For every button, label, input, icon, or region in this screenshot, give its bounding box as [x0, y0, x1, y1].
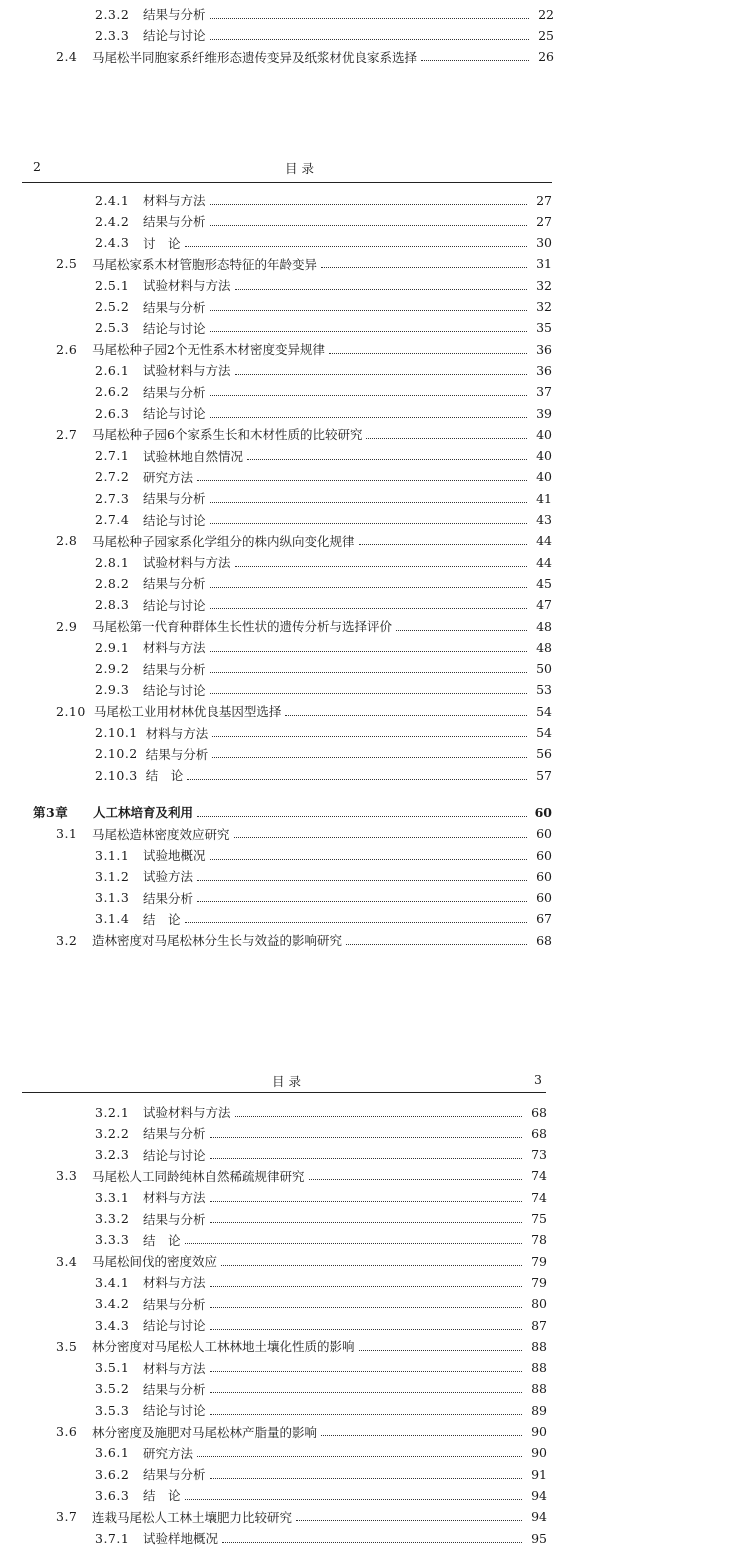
toc-entry-page: 88 — [531, 1360, 547, 1376]
dot-leader — [185, 246, 527, 247]
toc-entry-title: 材料与方法 — [145, 725, 209, 741]
running-header-title: 目 录 — [285, 161, 314, 176]
toc-entry-title: 结论与讨论 — [143, 512, 206, 528]
toc-entry-page: 32 — [536, 277, 552, 293]
toc-entry-title: 材料与方法 — [143, 1190, 206, 1206]
toc-subsection-entry[interactable] — [95, 1123, 547, 1143]
toc-entry-number: 2.9.3 — [95, 682, 130, 698]
toc-entry-page: 50 — [536, 661, 552, 677]
toc-subsection-entry[interactable] — [95, 233, 552, 253]
toc-subsection-entry[interactable] — [95, 1102, 547, 1122]
dot-leader — [210, 1371, 522, 1372]
toc-entry-page: 74 — [531, 1189, 547, 1205]
dot-leader — [235, 289, 527, 290]
dot-leader — [210, 1137, 522, 1138]
toc-subsection-entry[interactable] — [95, 467, 552, 487]
toc-entry-page: 67 — [536, 911, 552, 927]
toc-subsection-entry[interactable] — [95, 1379, 547, 1399]
toc-entry-number: 2.6.3 — [95, 405, 130, 421]
toc-subsection-entry[interactable] — [95, 446, 552, 466]
toc-entry-page: 75 — [531, 1211, 547, 1226]
toc-entry-title: 结果与分析 — [143, 1381, 206, 1397]
toc-entry-title: 结论与讨论 — [143, 682, 206, 698]
toc-entry-title: 结 论 — [145, 768, 184, 784]
dot-leader — [247, 459, 527, 460]
toc-entry-title: 林分密度及施肥对马尾松林产脂量的影响 — [92, 1424, 318, 1440]
toc-entry-number: 2.7.1 — [95, 448, 130, 464]
dot-leader — [210, 1478, 522, 1479]
dot-leader — [321, 1435, 522, 1436]
toc-entry-page: 57 — [536, 767, 552, 783]
dot-leader — [210, 204, 527, 205]
toc-page-3 — [0, 1068, 750, 1546]
toc-section-entry[interactable] — [56, 1336, 547, 1356]
toc-entry-title: 结论与讨论 — [143, 320, 206, 336]
toc-entry-title: 结论与讨论 — [143, 406, 206, 421]
toc-entry-number: 3.5.3 — [95, 1402, 130, 1418]
toc-subsection-entry[interactable] — [95, 866, 552, 886]
toc-entry-page: 79 — [531, 1274, 547, 1290]
toc-entry-title: 研究方法 — [143, 469, 194, 485]
toc-entry-page: 88 — [531, 1338, 547, 1354]
toc-section-entry[interactable] — [56, 254, 552, 274]
toc-entry-number: 3.4 — [56, 1253, 78, 1269]
toc-subsection-entry[interactable] — [95, 552, 552, 572]
toc-section-entry[interactable] — [56, 1507, 547, 1527]
toc-entry-number: 2.9 — [56, 618, 78, 634]
dot-leader — [210, 225, 527, 226]
toc-entry-title: 马尾松种子园家系化学组分的株内纵向变化规律 — [92, 533, 355, 549]
toc-entry-title: 材料与方法 — [143, 1360, 206, 1376]
dot-leader — [359, 1350, 522, 1351]
toc-entry-number: 3.7.1 — [95, 1530, 130, 1546]
toc-entry-page: 37 — [536, 384, 552, 400]
toc-entry-title: 结果与分析 — [145, 746, 209, 762]
toc-entry-page: 45 — [536, 575, 552, 591]
toc-entry-number: 3.2.2 — [95, 1125, 130, 1141]
toc-entry-page: 41 — [536, 490, 552, 506]
toc-entry-number: 2.3.2 — [95, 6, 130, 22]
dot-leader — [321, 267, 527, 268]
toc-entry-page: 56 — [536, 746, 552, 762]
toc-entry-page: 35 — [536, 320, 552, 336]
toc-entry-number: 2.10.1 — [95, 725, 138, 740]
toc-entry-title: 马尾松间伐的密度效应 — [92, 1254, 218, 1270]
toc-entry-page: 32 — [536, 299, 552, 314]
toc-entry-number: 3.3 — [56, 1168, 78, 1184]
dot-leader — [285, 715, 527, 716]
toc-entry-page: 68 — [531, 1104, 547, 1120]
dot-leader — [212, 736, 527, 737]
toc-entry-number: 2.4.2 — [95, 213, 130, 229]
toc-section-entry[interactable] — [56, 531, 552, 551]
dot-leader — [235, 566, 527, 567]
toc-subsection-entry[interactable] — [95, 744, 552, 764]
toc-entry-number: 2.4 — [56, 49, 78, 65]
toc-entry-number: 3.7 — [56, 1509, 78, 1525]
dot-leader — [197, 1456, 522, 1457]
toc-entry-title: 结论与讨论 — [143, 1403, 206, 1419]
toc-entry-title: 林分密度对马尾松人工林林地土壤化性质的影响 — [92, 1339, 355, 1355]
toc-entry-number: 3.3.1 — [95, 1189, 130, 1205]
dot-leader — [296, 1520, 522, 1521]
toc-entry-page: 94 — [531, 1509, 547, 1525]
toc-entry-number: 2.10 — [56, 703, 86, 719]
dot-leader — [235, 1116, 522, 1117]
toc-subsection-entry[interactable] — [95, 1485, 547, 1505]
toc-entry-page: 60 — [536, 826, 552, 842]
dot-leader — [210, 1329, 522, 1330]
toc-subsection-entry[interactable] — [95, 1358, 547, 1378]
toc-entry-title: 结论与讨论 — [143, 597, 206, 613]
toc-entry-title: 结果与分析 — [143, 576, 206, 592]
dot-leader — [210, 523, 527, 524]
toc-entry-number: 2.6.2 — [95, 384, 130, 400]
toc-subsection-entry[interactable] — [95, 1209, 547, 1229]
toc-subsection-entry[interactable] — [95, 1187, 547, 1207]
dot-leader — [222, 1542, 522, 1543]
toc-entry-number: 3.3.3 — [95, 1232, 130, 1248]
toc-entry-page: 36 — [536, 362, 552, 378]
toc-entry-title: 马尾松半同胞家系纤维形态遗传变异及纸浆材优良家系选择 — [92, 49, 418, 65]
toc-entry-page: 60 — [536, 868, 552, 884]
toc-subsection-entry[interactable] — [95, 1230, 547, 1250]
dot-leader — [210, 859, 527, 860]
toc-entry-title: 结果与分析 — [143, 491, 206, 507]
toc-entry-page: 94 — [531, 1487, 547, 1503]
toc-entry-number: 2.4.3 — [95, 235, 130, 251]
dot-leader — [210, 693, 527, 694]
toc-entry-number: 第3章 — [33, 805, 69, 821]
toc-entry-title: 试验材料与方法 — [143, 278, 231, 294]
toc-entry-title: 研究方法 — [143, 1445, 194, 1461]
toc-entry-number: 3.6.3 — [95, 1487, 130, 1503]
toc-subsection-entry[interactable] — [95, 637, 552, 657]
toc-entry-title: 试验材料与方法 — [143, 1105, 231, 1120]
toc-entry-title: 结果与分析 — [143, 1296, 206, 1312]
toc-entry-title: 结果与分析 — [143, 299, 206, 315]
toc-subsection-entry[interactable] — [95, 1443, 547, 1463]
toc-entry-number: 2.7.4 — [95, 512, 130, 527]
toc-entry-number: 3.1 — [56, 826, 78, 842]
dot-leader — [210, 1392, 522, 1393]
dot-leader — [210, 1201, 522, 1202]
toc-entry-page: 31 — [536, 256, 552, 272]
toc-subsection-entry[interactable] — [95, 403, 552, 423]
running-header-title: 目 录 — [272, 1074, 301, 1089]
toc-section-entry[interactable] — [56, 1422, 547, 1442]
dot-leader — [185, 1243, 522, 1244]
dot-leader — [210, 395, 527, 396]
toc-entry-title: 结 论 — [143, 1488, 181, 1504]
toc-subsection-entry[interactable] — [95, 1464, 547, 1484]
dot-leader — [210, 587, 527, 588]
dot-leader — [234, 837, 527, 838]
toc-entry-number: 2.5.1 — [95, 277, 130, 293]
toc-entry-number: 3.6 — [56, 1424, 78, 1439]
toc-entry-page: 47 — [536, 597, 552, 613]
toc-entry-number: 2.8.1 — [95, 554, 130, 570]
toc-subsection-entry[interactable] — [95, 510, 552, 530]
toc-subsection-entry[interactable] — [95, 1400, 547, 1420]
toc-subsection-entry[interactable] — [95, 1294, 547, 1314]
toc-entry-title: 试验林地自然情况 — [143, 448, 244, 464]
toc-entry-page: 54 — [536, 703, 552, 719]
toc-section-entry[interactable] — [56, 424, 552, 444]
toc-entry-number: 3.4.1 — [95, 1274, 130, 1290]
toc-entry-number: 3.1.2 — [95, 868, 130, 884]
toc-entry-title: 结果与分析 — [143, 214, 206, 230]
toc-entry-page: 73 — [531, 1147, 547, 1163]
toc-entry-number: 2.5 — [56, 256, 78, 272]
toc-entry-page: 39 — [536, 405, 552, 421]
toc-entry-page: 54 — [536, 725, 552, 740]
dot-leader — [210, 1307, 522, 1308]
toc-section-entry[interactable] — [56, 1251, 547, 1271]
toc-subsection-entry[interactable] — [95, 318, 552, 338]
toc-entry-number: 3.1.1 — [95, 847, 130, 863]
toc-subsection-entry[interactable] — [95, 723, 552, 743]
toc-entry-title: 结果与分析 — [143, 1211, 206, 1227]
dot-leader — [210, 1158, 522, 1159]
toc-entry-number: 2.6.1 — [95, 362, 130, 378]
toc-entry-number: 2.10.2 — [95, 746, 138, 762]
toc-entry-number: 3.3.2 — [95, 1211, 130, 1226]
toc-entry-title: 结论与讨论 — [143, 28, 206, 44]
toc-entry-title: 结 论 — [143, 1232, 181, 1248]
dot-leader — [210, 417, 527, 418]
toc-page-1 — [0, 0, 750, 70]
header-rule — [22, 182, 552, 183]
toc-subsection-entry[interactable] — [95, 382, 552, 402]
toc-entry-title: 马尾松工业用材林优良基因型选择 — [93, 704, 282, 720]
toc-subsection-entry[interactable] — [95, 909, 552, 929]
toc-entry-title: 材料与方法 — [143, 1275, 206, 1291]
dot-leader — [210, 1222, 522, 1223]
dot-leader — [346, 944, 527, 945]
toc-section-entry[interactable] — [56, 1166, 547, 1186]
page-number: 3 — [534, 1072, 542, 1087]
toc-entry-page: 53 — [536, 682, 552, 698]
dot-leader — [210, 502, 527, 503]
toc-entry-title: 结果与分析 — [143, 384, 206, 400]
toc-entry-title: 造林密度对马尾松林分生长与效益的影响研究 — [92, 933, 343, 949]
toc-entry-page: 44 — [536, 554, 552, 570]
toc-entry-number: 2.7.3 — [95, 490, 130, 506]
toc-entry-title: 材料与方法 — [143, 193, 206, 208]
dot-leader — [197, 880, 527, 881]
toc-entry-title: 试验方法 — [143, 869, 194, 885]
toc-entry-page: 74 — [531, 1168, 547, 1184]
toc-entry-title: 讨 论 — [143, 235, 181, 251]
toc-subsection-entry[interactable] — [95, 595, 552, 615]
dot-leader — [396, 630, 527, 631]
toc-section-entry[interactable] — [56, 616, 552, 636]
toc-subsection-entry[interactable] — [95, 659, 552, 679]
toc-subsection-entry[interactable] — [95, 1315, 547, 1335]
toc-entry-page: 68 — [536, 932, 552, 948]
toc-section-entry[interactable] — [56, 339, 552, 359]
toc-subsection-entry[interactable] — [95, 1272, 547, 1292]
dot-leader — [210, 672, 527, 673]
toc-entry-title: 试验材料与方法 — [143, 363, 231, 379]
toc-entry-number: 3.2.3 — [95, 1147, 130, 1163]
toc-entry-page: 22 — [538, 6, 554, 22]
toc-entry-page: 60 — [536, 890, 552, 906]
dot-leader — [197, 816, 527, 817]
toc-entry-page: 88 — [531, 1381, 547, 1397]
toc-entry-page: 80 — [531, 1296, 547, 1312]
toc-entry-title: 马尾松第一代育种群体生长性状的遗传分析与选择评价 — [92, 619, 393, 634]
toc-subsection-entry[interactable] — [95, 1528, 547, 1548]
dot-leader — [197, 901, 527, 902]
toc-entry-title: 结果与分析 — [143, 661, 206, 677]
toc-entry-title: 马尾松人工同龄纯林自然稀疏规律研究 — [92, 1168, 305, 1184]
dot-leader — [210, 1286, 522, 1287]
toc-entry-page: 87 — [531, 1317, 547, 1333]
toc-entry-number: 2.6 — [56, 341, 78, 357]
toc-section-entry[interactable] — [56, 701, 552, 721]
toc-entry-number: 2.10.3 — [95, 767, 138, 783]
dot-leader — [235, 374, 527, 375]
page-number: 2 — [33, 159, 41, 174]
toc-subsection-entry[interactable] — [95, 845, 552, 865]
toc-entry-number: 2.4.1 — [95, 192, 130, 208]
toc-entry-page: 27 — [536, 192, 552, 208]
toc-entry-title: 结 论 — [143, 911, 181, 927]
toc-entry-title: 材料与方法 — [143, 640, 206, 656]
toc-entry-number: 3.5.2 — [95, 1381, 130, 1397]
toc-entry-number: 3.2.1 — [95, 1104, 130, 1120]
toc-section-entry[interactable] — [56, 930, 552, 950]
toc-subsection-entry[interactable] — [95, 1145, 547, 1165]
toc-subsection-entry[interactable] — [95, 211, 552, 231]
toc-entry-number: 2.5.2 — [95, 299, 130, 314]
toc-entry-title: 结果分析 — [143, 890, 194, 906]
header-rule — [22, 1092, 546, 1093]
toc-entry-number: 3.5 — [56, 1338, 78, 1354]
dot-leader — [359, 544, 527, 545]
toc-entry-number: 2.8.2 — [95, 575, 130, 591]
toc-entry-page: 90 — [531, 1424, 547, 1439]
toc-entry-page: 43 — [536, 512, 552, 527]
toc-entry-title: 人工林培育及利用 — [93, 805, 194, 821]
toc-entry-number: 3.6.2 — [95, 1466, 130, 1482]
toc-entry-number: 2.9.2 — [95, 661, 130, 677]
toc-subsection-entry[interactable] — [95, 360, 552, 380]
toc-entry-page: 30 — [536, 235, 552, 251]
toc-entry-title: 马尾松种子园6个家系生长和木材性质的比较研究 — [92, 427, 363, 443]
toc-entry-number: 2.3.3 — [95, 27, 130, 43]
dot-leader — [210, 310, 527, 311]
dot-leader — [366, 438, 527, 439]
toc-entry-title: 马尾松造林密度效应研究 — [92, 826, 230, 842]
dot-leader — [212, 757, 527, 758]
toc-entry-number: 3.5.1 — [95, 1360, 130, 1376]
toc-page-2 — [0, 155, 750, 955]
toc-entry-page: 91 — [531, 1466, 547, 1482]
dot-leader — [309, 1179, 522, 1180]
toc-entry-title: 马尾松种子园2个无性系木材密度变异规律 — [92, 342, 325, 358]
toc-entry-page: 40 — [536, 469, 552, 485]
toc-entry-page: 48 — [536, 639, 552, 655]
toc-entry-page: 90 — [531, 1445, 547, 1461]
dot-leader — [210, 1414, 522, 1415]
toc-entry-number: 2.7 — [56, 426, 78, 442]
toc-subsection-entry[interactable] — [95, 488, 552, 508]
dot-leader — [187, 779, 527, 780]
toc-entry-page: 48 — [536, 618, 552, 634]
toc-entry-page: 60 — [536, 847, 552, 863]
toc-entry-number: 2.8 — [56, 533, 78, 549]
toc-entry-title: 结论与讨论 — [143, 1318, 206, 1333]
toc-entry-title: 马尾松家系木材管胞形态特征的年龄变异 — [92, 256, 318, 272]
toc-entry-number: 3.4.3 — [95, 1317, 130, 1333]
toc-entry-page: 25 — [538, 27, 554, 43]
toc-entry-number: 2.9.1 — [95, 639, 130, 655]
toc-subsection-entry[interactable] — [95, 765, 552, 785]
toc-entry-page: 78 — [531, 1232, 547, 1248]
toc-entry-number: 3.6.1 — [95, 1445, 130, 1461]
toc-entry-page: 36 — [536, 341, 552, 357]
toc-entry-page: 40 — [536, 426, 552, 442]
dot-leader — [210, 651, 527, 652]
toc-entry-page: 60 — [534, 804, 552, 820]
toc-entry-title: 结果与分析 — [143, 7, 206, 22]
toc-entry-page: 27 — [536, 213, 552, 229]
toc-subsection-entry[interactable] — [95, 275, 552, 295]
toc-entry-page: 79 — [531, 1253, 547, 1269]
toc-entry-title: 连栽马尾松人工林土壤肥力比较研究 — [92, 1509, 293, 1525]
toc-section-entry[interactable] — [56, 824, 552, 844]
toc-entry-page: 44 — [536, 533, 552, 549]
toc-subsection-entry[interactable] — [95, 680, 552, 700]
dot-leader — [185, 922, 527, 923]
toc-entry-title: 试验样地概况 — [143, 1531, 219, 1546]
toc-entry-title: 试验地概况 — [143, 848, 206, 863]
dot-leader — [210, 331, 527, 332]
toc-subsection-entry[interactable] — [95, 573, 552, 593]
dot-leader — [185, 1499, 522, 1500]
dot-leader — [210, 608, 527, 609]
toc-entry-number: 3.1.4 — [95, 911, 130, 927]
toc-entry-page: 68 — [531, 1125, 547, 1141]
dot-leader — [197, 480, 527, 481]
toc-entry-page: 40 — [536, 448, 552, 464]
toc-entry-number: 3.2 — [56, 932, 78, 948]
toc-entry-number: 3.4.2 — [95, 1296, 130, 1312]
toc-subsection-entry[interactable] — [95, 888, 552, 908]
toc-entry-title: 结论与讨论 — [143, 1147, 206, 1163]
toc-entry-number: 3.1.3 — [95, 890, 130, 906]
dot-leader — [329, 353, 527, 354]
toc-entry-page: 89 — [531, 1402, 547, 1418]
toc-entry-title: 结果与分析 — [143, 1126, 206, 1142]
toc-subsection-entry[interactable] — [95, 297, 552, 317]
toc-entry-page: 26 — [538, 49, 554, 65]
toc-entry-number: 2.5.3 — [95, 320, 130, 336]
dot-leader — [221, 1265, 522, 1266]
toc-entry-title: 结果与分析 — [143, 1467, 206, 1483]
toc-chapter-entry[interactable] — [33, 802, 552, 822]
toc-entry-title: 试验材料与方法 — [143, 555, 231, 571]
toc-entry-page: 95 — [531, 1530, 547, 1546]
toc-entry-number: 2.7.2 — [95, 469, 130, 485]
toc-entry-number: 2.8.3 — [95, 597, 130, 613]
toc-subsection-entry[interactable] — [95, 190, 552, 210]
